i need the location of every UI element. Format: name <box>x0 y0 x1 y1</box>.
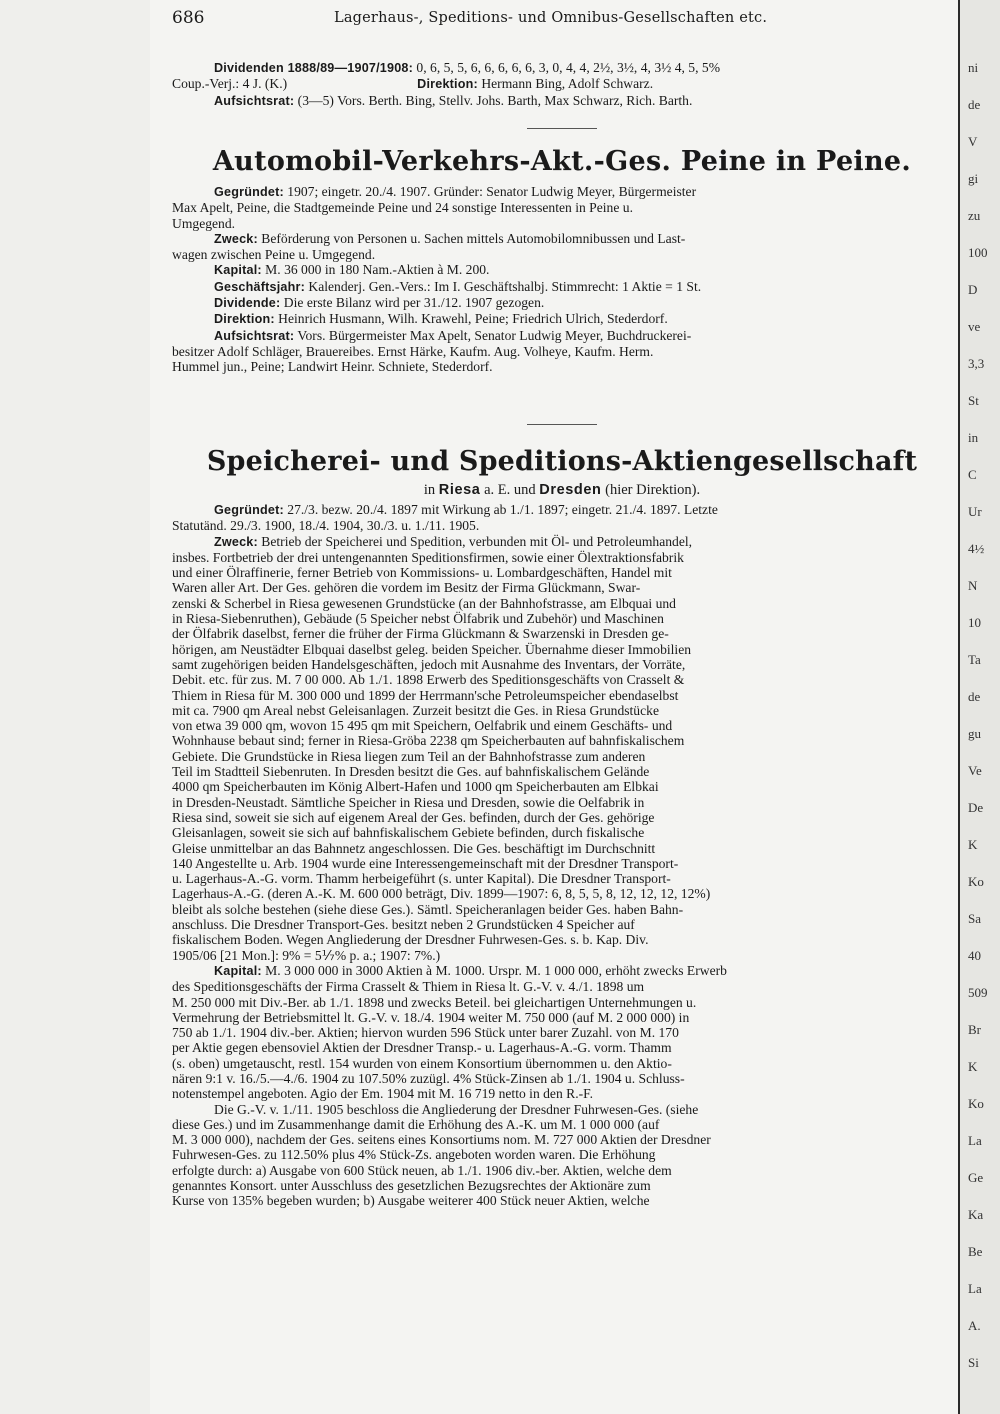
field-text: Die erste Bilanz wird per 31./12. 1907 gezogen. <box>280 295 545 311</box>
text-line <box>172 1117 952 1132</box>
adjacent-page-fragment: St <box>968 393 979 408</box>
field-label: Dividende: <box>214 296 281 311</box>
text-line <box>172 311 952 327</box>
section-divider <box>527 424 597 425</box>
field-text: notenstempel angeboten. Agio der Em. 1904 mit M. 16 719 netto in den R.-F. <box>172 1086 594 1102</box>
text-line <box>172 359 952 374</box>
subtitle-post: (hier Direktion). <box>601 482 701 498</box>
adjacent-page-fragment: Ka <box>968 1207 984 1222</box>
text-line <box>172 1163 952 1178</box>
text-line <box>172 1178 952 1193</box>
field-text: u. Lagerhaus-A.-G. vorm. Thamm herbeigeführt (s. unter Kapital). Die Dresdner Transport- <box>172 871 671 887</box>
adjacent-page-fragment: Ur <box>968 504 982 519</box>
field-label: Gegründet: <box>214 503 284 517</box>
text-line <box>172 841 952 856</box>
field-text: und einer Ölraffinerie, ferner Betrieb von Kommissions- u. Lombardgeschäften, Handel mit <box>172 565 672 581</box>
field-text: Umgegend. <box>172 215 236 231</box>
adjacent-page-fragment: La <box>968 1281 982 1296</box>
adjacent-page-fragment: V <box>968 134 978 149</box>
field-label: Direktion: <box>214 312 275 327</box>
text-line <box>172 247 952 262</box>
field-text: Beförderung von Personen u. Sachen mittels Automobilomnibussen und Last- <box>257 230 686 246</box>
subtitle-pre: in <box>423 482 439 498</box>
field-text: in Riesa-Siebenruthen), Gebäude (5 Speicher nebst Ölfabrik und Zubehör) und Maschinen <box>172 611 664 627</box>
text-line <box>172 626 952 641</box>
text-line <box>172 76 952 92</box>
adjacent-page-fragment: gi <box>968 171 979 186</box>
field-label: Aufsichtsrat: <box>214 93 295 108</box>
running-title: Lagerhaus-, Speditions- und Omnibus-Gesellschaften etc. <box>334 10 768 26</box>
field-text: Thiem in Riesa für M. 300 000 und 1899 der Herrmann'sche Petroleumspeicher ebendaselbst <box>172 687 679 703</box>
text-line <box>172 795 952 810</box>
field-text: Die G.-V. v. 1./11. 1905 beschloss die Angliederung der Dresdner Fuhrwesen-Ges. (siehe <box>214 1101 699 1117</box>
field-text: per Aktie gegen ebensoviel Aktien der Dresdner Transp.- u. Lagerhaus-A.-G. vorm. Thamm <box>172 1040 672 1056</box>
text-line <box>172 749 952 764</box>
field-text: Statutänd. 29./3. 1900, 18./4. 1904, 30./3. u. 1./11. 1905. <box>172 518 480 534</box>
field-text: des Speditionsgeschäfts der Firma Crasselt & Thiem in Riesa lt. G.-V. v. 4./1. 1898 um <box>172 979 645 995</box>
field-text: Fuhrwesen-Ges. zu 112.50% plus 4% Stück-Zs. angeboten worden waren. Die Erhöhung <box>172 1147 656 1163</box>
field-text: (s. oben) umgetauscht, restl. 154 wurden von einem Konsortium übernommen u. den Aktio- <box>172 1055 672 1071</box>
text-line <box>172 262 952 278</box>
adjacent-page-fragment: D <box>968 282 978 297</box>
text-line <box>172 550 952 565</box>
adjacent-page-fragment: 100 <box>968 245 988 260</box>
field-text: M. 36 000 in 180 Nam.-Aktien à M. 200. <box>261 262 490 278</box>
page-number: 686 <box>172 8 205 28</box>
text-line <box>172 1010 952 1025</box>
text-line <box>172 344 952 359</box>
field-text: Vors. Bürgermeister Max Apelt, Senator Ludwig Meyer, Buchdruckerei- <box>294 327 692 343</box>
text-line <box>172 718 952 733</box>
text-line <box>172 1040 952 1055</box>
field-text: 1905/06 [21 Mon.]: 9% = 5⅐% p. a.; 1907: 7%.) <box>172 947 441 963</box>
text-line <box>172 1056 952 1071</box>
field-text: besitzer Adolf Schläger, Brauereibes. Ernst Härke, Kaufm. Aug. Volheye, Kaufm. Herm. <box>172 343 654 359</box>
field-text: 750 ab 1./1. 1904 div.-ber. Aktien; hiervon wurden 596 Stück unter barer Zuzahl. von M. 170 <box>172 1025 679 1041</box>
text-line <box>172 979 952 994</box>
adjacent-page-fragment: Sa <box>968 911 981 926</box>
field-text: Lagerhaus-A.-G. (deren A.-K. M. 600 000 beträgt, Div. 1899—1907: 6, 8, 5, 5, 8, 12, 12, 12, 12%) <box>172 886 711 902</box>
text-line <box>172 580 952 595</box>
adjacent-page-fragment: 509 <box>968 985 988 1000</box>
field-text: Hummel jun., Peine; Landwirt Heinr. Schniete, Stederdorf. <box>172 359 493 375</box>
field-text: Waren aller Art. Der Ges. gehören die vordem im Besitz der Firma Glückmann, Swar- <box>172 580 641 596</box>
field-text: 1907; eingetr. 20./4. 1907. Gründer: Senator Ludwig Meyer, Bürgermeister <box>283 184 697 199</box>
subtitle-mid: a. E. und <box>480 482 540 498</box>
field-text: Max Apelt, Peine, die Stadtgemeinde Peine und 24 sonstige Interessenten in Peine u. <box>172 200 633 216</box>
text-line <box>172 231 952 247</box>
text-line <box>172 642 952 657</box>
adjacent-page-fragment: Si <box>968 1355 979 1370</box>
text-line <box>172 184 952 200</box>
field-label: Kapital: <box>214 263 262 278</box>
text-line <box>172 871 952 886</box>
field-text: Gleisanlagen, soweit sie sich auf bahnfiskalischem Gebiete befinden, durch fiskalische <box>172 825 645 841</box>
text-line <box>172 596 952 611</box>
text-line <box>172 856 952 871</box>
field-text: Heinrich Husmann, Wilh. Krawehl, Peine; Friedrich Ulrich, Stederdorf. <box>274 311 668 327</box>
adjacent-page-fragment: 40 <box>968 948 981 963</box>
field-label: Zweck: <box>214 534 258 549</box>
field-text: M. 3 000 000 in 3000 Aktien à M. 1000. Urspr. M. 1 000 000, erhöht zwecks Erwerb <box>261 962 727 978</box>
adjacent-page-fragment: La <box>968 1133 982 1148</box>
subtitle-city-dresden: Dresden <box>539 482 602 498</box>
text-line <box>172 825 952 840</box>
adjacent-page-fragment: 3,3 <box>968 356 985 371</box>
field-label: Aufsichtsrat: <box>214 328 295 343</box>
adjacent-page-fragment: 4½ <box>968 541 985 556</box>
field-text: 0, 6, 5, 5, 6, 6, 6, 6, 6, 3, 0, 4, 4, 2½, 3½, 4, 3½ 4, 5, 5% <box>413 60 721 75</box>
field-text: 4000 qm Speicherbauten im König Albert-Hafen und 1000 qm Speicherbauten am Elbkai <box>172 779 659 795</box>
section2-subtitle <box>172 482 952 499</box>
text-line <box>172 902 952 917</box>
adjacent-page-fragment: K <box>968 1059 978 1074</box>
field-text: zenski & Scherbel in Riesa gewesenen Grundstücke (an der Bahnhofstrasse, am Elbquai und <box>172 595 676 611</box>
text-line <box>172 518 952 533</box>
adjacent-page-fragment: in <box>968 430 979 445</box>
text-line <box>172 688 952 703</box>
text-line <box>172 672 952 687</box>
field-text: bleibt als solche bestehen (siehe diese Ges.). Sämtl. Speicheranlagen beider Ges. haben Bahn- <box>172 901 684 917</box>
field-text: Vermehrung der Betriebsmittel lt. G.-V. v. 18./4. 1904 weiter M. 750 000 (auf M. 2 000 000) in <box>172 1009 690 1025</box>
text-line <box>172 733 952 748</box>
field-text: Hermann Bing, Adolf Schwarz. <box>477 76 654 92</box>
field-text: Kalenderj. Gen.-Vers.: Im I. Geschäftshalbj. Stimmrecht: 1 Aktie = 1 St. <box>305 278 702 294</box>
field-text: in Dresden-Neustadt. Sämtliche Speicher in Riesa und Dresden, sowie die Oelfabrik in <box>172 794 645 810</box>
field-text: wagen zwischen Peine u. Umgegend. <box>172 247 376 263</box>
field-text: Gleise unmittelbar an das Bahnnetz angeschlossen. Die Ges. beschäftigt im Durchschnitt <box>172 840 656 856</box>
adjacent-page-fragment: ve <box>968 319 981 334</box>
text-line <box>172 1193 952 1208</box>
text-line <box>172 1102 952 1117</box>
text-line <box>172 279 952 295</box>
field-text: Betrieb der Speicherei und Spedition, verbunden mit Öl- und Petroleumhandel, <box>257 533 693 549</box>
section1-body <box>172 184 952 375</box>
text-line <box>172 60 952 76</box>
text-line <box>172 1147 952 1162</box>
text-line <box>172 295 952 311</box>
field-label: Gegründet: <box>214 185 284 199</box>
field-text: von etwa 39 000 qm, wovon 15 495 qm mit Speichern, Oelfabrik und einem Geschäfts- und <box>172 718 673 734</box>
field-text: Teil im Stadtteil Siebenruten. In Dresden besitzt die Ges. auf bahnfiskalischem Gelände <box>172 764 650 780</box>
field-text: fiskalischem Boden. Wegen Angliederung der Dresdner Fuhrwesen-Ges. s. b. Kap. Div. <box>172 932 649 948</box>
field-text: der Ölfabrik daselbst, ferner die früher der Firma Glückmann & Swarzenski in Dresden ge- <box>172 626 669 642</box>
section2-body <box>172 502 952 1209</box>
adjacent-page-fragment: Ko <box>968 874 984 889</box>
text-line <box>172 779 952 794</box>
adjacent-page-strip <box>958 0 1000 1414</box>
text-line <box>172 886 952 901</box>
text-line <box>172 611 952 626</box>
text-line <box>172 963 952 979</box>
adjacent-page-fragment: Be <box>968 1244 983 1259</box>
adjacent-page-fragment: Ve <box>968 763 982 778</box>
text-line <box>172 932 952 947</box>
field-text: 27./3. bezw. 20./4. 1897 mit Wirkung ab 1./1. 1897; eingetr. 21./4. 1897. Letzte <box>283 502 718 517</box>
top-entry-block <box>172 60 952 109</box>
text-line <box>172 1132 952 1147</box>
adjacent-page-fragment: De <box>968 800 984 815</box>
section1-title: Automobil-Verkehrs-Akt.-Ges. Peine in Peine. <box>212 146 912 177</box>
text-line <box>172 1071 952 1086</box>
field-text: nären 9:1 v. 16./5.—4./6. 1904 zu 107.50% zuzügl. 4% Stück-Zinsen ab 1./1. 1904 u. Schluss- <box>172 1070 685 1086</box>
field-text: Wohnhause bebaut sind; ferner in Riesa-Gröba 2238 qm Speicherbauten auf bahnfiskalischem <box>172 733 685 749</box>
adjacent-page-fragment: gu <box>968 726 981 741</box>
text-line <box>172 565 952 580</box>
field-label: Kapital: <box>214 963 262 978</box>
text-line <box>172 502 952 518</box>
field-label: Dividenden 1888/89—1907/1908: <box>214 61 414 75</box>
field-label: Zweck: <box>214 231 258 246</box>
field-label: Geschäftsjahr: <box>214 279 305 294</box>
adjacent-page-fragment: Ta <box>968 652 981 667</box>
section2-title: Speicherei- und Speditions-Aktiengesellschaft <box>206 446 918 477</box>
text-line <box>172 703 952 718</box>
text-line <box>172 328 952 344</box>
scan-left-margin <box>0 0 150 1414</box>
subtitle-city-riesa: Riesa <box>438 482 481 498</box>
adjacent-page-fragment: 10 <box>968 615 981 630</box>
adjacent-page-fragment: A. <box>968 1318 981 1333</box>
field-text: diese Ges.) und im Zusammenhange damit die Erhöhung des A.-K. um M. 1 000 000 (auf <box>172 1116 660 1132</box>
adjacent-page-fragment: N <box>968 578 978 593</box>
field-text: anschluss. Die Dresdner Transport-Ges. besitzt neben 2 Grundstücken 4 Speicher auf <box>172 917 635 933</box>
field-text: mit ca. 7900 qm Areal nebst Geleisanlagen. Zurzeit besitzt die Ges. in Riesa Grundstücke <box>172 702 659 718</box>
adjacent-page-fragment: Ge <box>968 1170 984 1185</box>
field-text: insbes. Fortbetrieb der drei untengenannten Speditionsfirmen, sowie einer Ölextraktionsfabrik <box>172 549 684 565</box>
adjacent-page-fragment: C <box>968 467 977 482</box>
adjacent-page-fragment: zu <box>968 208 981 223</box>
text-line <box>172 216 952 231</box>
field-text: hörigen, am Neustädter Elbquai daselbst geleg. beiden Speicher. Übernahme dieser Immobilien <box>172 641 692 657</box>
field-text: Coup.-Verj.: 4 J. (K.) <box>172 76 288 92</box>
field-text: 140 Angestellte u. Arb. 1904 wurde eine Interessengemeinschaft mit der Dresdner Transport- <box>172 855 679 871</box>
text-line <box>172 1086 952 1101</box>
page-header <box>172 6 952 34</box>
text-line <box>172 995 952 1010</box>
field-text: samt zugehörigen beiden Handelsgeschäften, jedoch mit Ausnahme des Inventars, der Vorräte, <box>172 656 686 672</box>
text-line <box>172 810 952 825</box>
text-line <box>172 534 952 550</box>
field-text: M. 3 000 000), nachdem der Ges. seitens eines Konsortiums nom. M. 727 000 Aktien der Dresdner <box>172 1132 711 1148</box>
field-text: (3—5) Vors. Berth. Bing, Stellv. Johs. Barth, Max Schwarz, Rich. Barth. <box>294 92 693 108</box>
adjacent-page-fragment: Br <box>968 1022 981 1037</box>
adjacent-page-fragment: de <box>968 689 981 704</box>
field-text: M. 250 000 mit Div.-Ber. ab 1./1. 1898 und zwecks Beteil. bei gleichartigen Unternehmungen u. <box>172 994 697 1010</box>
text-line <box>172 917 952 932</box>
text-line <box>172 1025 952 1040</box>
field-text: Riesa sind, soweit sie sich auf eigenem Areal der Ges. befinden, durch der Ges. gehörige <box>172 809 655 825</box>
adjacent-page-fragment: Ko <box>968 1096 984 1111</box>
field-text: Gebiete. Die Grundstücke in Riesa liegen zum Teil an der Bahnhofstrasse zum anderen <box>172 748 646 764</box>
field-text: erfolgte durch: a) Ausgabe von 600 Stück neuen, ab 1./1. 1906 div.-ber. Aktien, welche dem <box>172 1162 672 1178</box>
adjacent-page-fragment: K <box>968 837 978 852</box>
text-line <box>172 764 952 779</box>
section-divider <box>527 128 597 129</box>
field-text: genanntes Konsort. unter Ausschluss des gesetzlichen Bezugsrechtes der Aktionäre zum <box>172 1178 651 1194</box>
adjacent-page-fragment: de <box>968 97 981 112</box>
field-text: Kurse von 135% begeben wurden; b) Ausgabe weiterer 400 Stück neuer Aktien, welche <box>172 1193 650 1209</box>
text-line <box>172 657 952 672</box>
field-label: Direktion: <box>417 77 478 92</box>
field-text: Debit. etc. für zus. M. 7 00 000. Ab 1./1. 1898 Erwerb des Speditionsgeschäfts von Crasselt & <box>172 672 685 688</box>
adjacent-page-fragment: ni <box>968 60 979 75</box>
text-line <box>172 200 952 215</box>
text-line <box>172 948 952 963</box>
text-line <box>172 93 952 109</box>
